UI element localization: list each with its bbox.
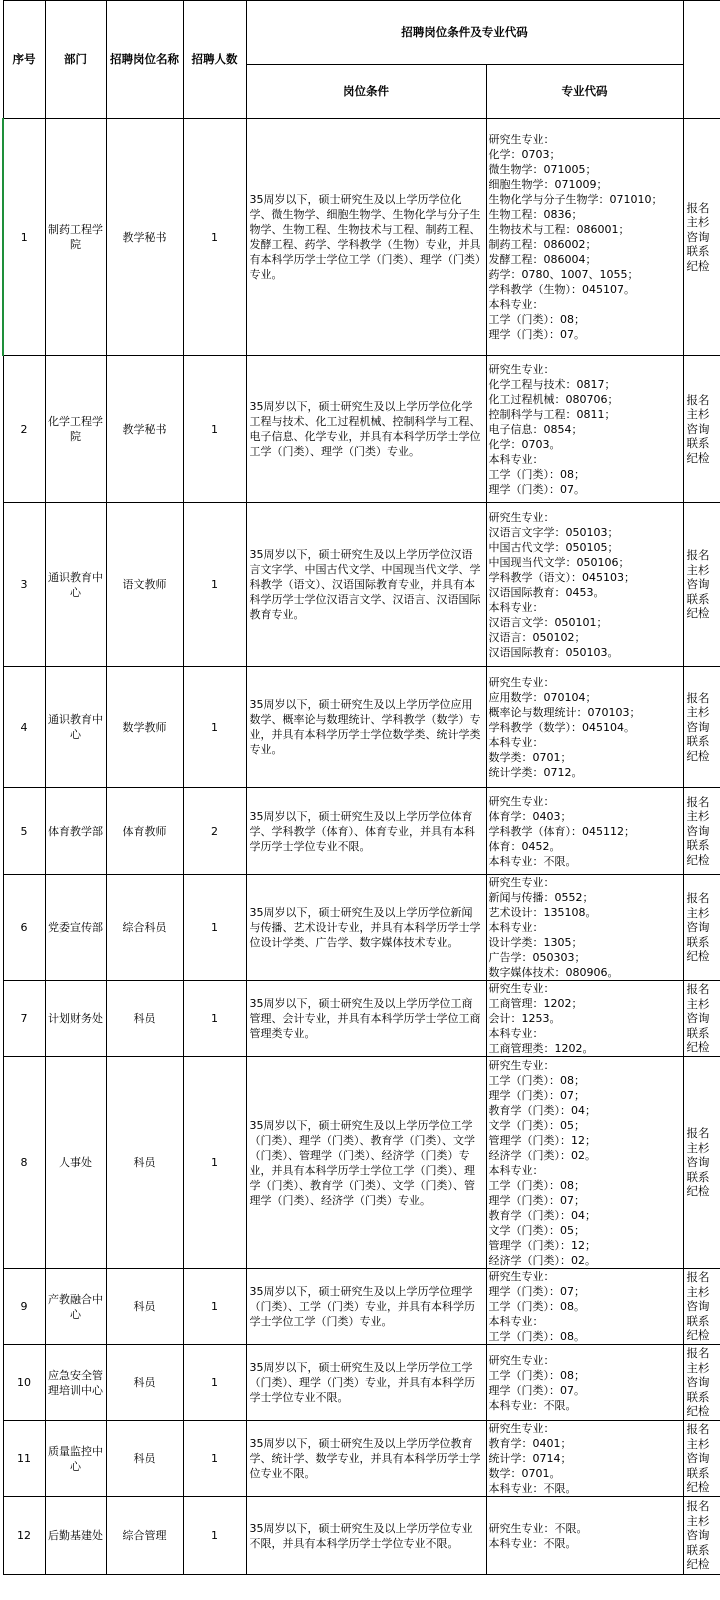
note-cell: 报名 主杉 咨询 联系 纪检 [683,1269,720,1345]
count-cell: 1 [183,1497,246,1575]
dept-cell: 应急安全管理培训中心 [45,1345,106,1421]
header-position: 招聘岗位名称 [106,1,183,119]
dept-cell: 质量监控中心 [45,1421,106,1497]
code-cell: 研究生专业： 化学工程与技术：0817； 化工过程机械：080706； 控制科学与工程：0811； 电子信息：0854； 化学：0703。 本科专业： 工学（门类）：08； 理学（门类）：07。 [486,356,683,503]
dept-cell: 计划财务处 [45,981,106,1057]
position-cell: 体育教师 [106,788,183,875]
table-row [3,503,720,667]
table-row [3,356,720,503]
code-cell: 研究生专业： 汉语言文字学：050103； 中国古代文学：050105； 中国现当代文学：050106； 学科教学（语文）：045103； 汉语国际教育：0453。 本科专业： 汉语言文学：050101； 汉语言：050102； 汉语国际教育：050103。 [486,503,683,667]
header-group: 招聘岗位条件及专业代码 [246,1,683,65]
table-row [3,1269,720,1345]
note-cell: 报名 主杉 咨询 联系 纪检 [683,981,720,1057]
table-row [3,1057,720,1269]
count-cell: 1 [183,875,246,981]
note-cell: 报名 主杉 咨询 联系 纪检 [683,1421,720,1497]
dept-cell: 通识教育中心 [45,503,106,667]
code-cell: 研究生专业： 工学（门类）：08； 理学（门类）：07； 教育学（门类）：04； 文学（门类）：05； 管理学（门类）：12； 经济学（门类）：02。 本科专业： 工学（门类）：08； 理学（门类）：07； 教育学（门类）：04； 文学（门类）：05； 管理学（门类）：12； 经济学（门类）：02。 [486,1057,683,1269]
dept-cell: 后勤基建处 [45,1497,106,1575]
header-row-1 [3,1,720,65]
code-cell: 研究生专业：不限。 本科专业：不限。 [486,1497,683,1575]
seq-cell: 1 [3,119,45,356]
header-note [683,1,720,119]
seq-cell: 3 [3,503,45,667]
dept-cell: 人事处 [45,1057,106,1269]
table-row [3,1421,720,1497]
seq-cell: 10 [3,1345,45,1421]
position-cell: 教学秘书 [106,119,183,356]
dept-cell: 化学工程学院 [45,356,106,503]
code-cell: 研究生专业： 新闻与传播：0552； 艺术设计：135108。 本科专业： 设计学类：1305； 广告学：050303； 数字媒体技术：080906。 [486,875,683,981]
position-cell: 数学教师 [106,667,183,788]
count-cell: 1 [183,119,246,356]
table-row [3,667,720,788]
position-cell: 科员 [106,1421,183,1497]
header-code: 专业代码 [486,65,683,119]
position-cell: 综合管理 [106,1497,183,1575]
note-cell: 报名 主杉 咨询 联系 纪检 [683,503,720,667]
seq-cell: 7 [3,981,45,1057]
position-cell: 科员 [106,981,183,1057]
condition-cell: 35周岁以下，硕士研究生及以上学历学位工商管理、会计专业，并具有本科学历学士学位工商管理类专业。 [246,981,486,1057]
note-cell: 报名 主杉 咨询 联系 纪检 [683,667,720,788]
dept-cell: 体育教学部 [45,788,106,875]
position-cell: 科员 [106,1345,183,1421]
count-cell: 1 [183,1421,246,1497]
condition-cell: 35周岁以下，硕士研究生及以上学历学位应用数学、概率论与数理统计、学科教学（数学）专业，并具有本科学历学士学位数学类、统计学类专业。 [246,667,486,788]
header-count: 招聘人数 [183,1,246,119]
position-cell: 语文教师 [106,503,183,667]
seq-cell: 5 [3,788,45,875]
seq-cell: 2 [3,356,45,503]
header-condition: 岗位条件 [246,65,486,119]
seq-cell: 12 [3,1497,45,1575]
condition-cell: 35周岁以下，硕士研究生及以上学历学位教育学、统计学、数学专业，并具有本科学历学士学位专业不限。 [246,1421,486,1497]
condition-cell: 35周岁以下，硕士研究生及以上学历学位化学工程与技术、化工过程机械、控制科学与工程、电子信息、化学专业，并具有本科学历学士学位工学（门类）、理学（门类）专业。 [246,356,486,503]
recruitment-table [2,0,720,1575]
seq-cell: 4 [3,667,45,788]
table-row [3,119,720,356]
table-row [3,875,720,981]
table-row [3,1345,720,1421]
condition-cell: 35周岁以下，硕士研究生及以上学历学位化学、微生物学、细胞生物学、生物化学与分子生物学、生物工程、生物技术与工程、制药工程、发酵工程、药学、学科教学（生物）专业，并具有本科学历学士学位工学（门类）、理学（门类）专业。 [246,119,486,356]
count-cell: 1 [183,981,246,1057]
note-cell: 报名 主杉 咨询 联系 纪检 [683,875,720,981]
condition-cell: 35周岁以下，硕士研究生及以上学历学位汉语言文字学、中国古代文学、中国现当代文学、学科教学（语文）、汉语国际教育专业，并具有本科学历学士学位汉语言文学、汉语言、汉语国际教育专业。 [246,503,486,667]
condition-cell: 35周岁以下，硕士研究生及以上学历学位理学（门类）、工学（门类）专业，并具有本科学历学士学位工学（门类）专业。 [246,1269,486,1345]
count-cell: 1 [183,356,246,503]
count-cell: 1 [183,1269,246,1345]
note-cell: 报名 主杉 咨询 联系 纪检 [683,1345,720,1421]
seq-cell: 11 [3,1421,45,1497]
count-cell: 1 [183,1057,246,1269]
code-cell: 研究生专业： 工商管理：1202； 会计：1253。 本科专业： 工商管理类：1202。 [486,981,683,1057]
condition-cell: 35周岁以下，硕士研究生及以上学历学位工学（门类）、理学（门类）、教育学（门类）、文学（门类）、管理学（门类）、经济学（门类）专业，并具有本科学历学士学位工学（门类）、理学（门类）、教育学（门类）、文学（门类）、管理学（门类）、经济学（门类）专业。 [246,1057,486,1269]
header-dept: 部门 [45,1,106,119]
dept-cell: 制药工程学院 [45,119,106,356]
note-cell: 报名 主杉 咨询 联系 纪检 [683,356,720,503]
count-cell: 1 [183,667,246,788]
code-cell: 研究生专业： 教育学：0401； 统计学：0714； 数学：0701。 本科专业：不限。 [486,1421,683,1497]
note-cell: 报名 主杉 咨询 联系 纪检 [683,1497,720,1575]
code-cell: 研究生专业： 化学：0703； 微生物学：071005； 细胞生物学：071009； 生物化学与分子生物学：071010； 生物工程：0836； 生物技术与工程：086001； 制药工程：086002； 发酵工程：086004； 药学：0780、1007、1055； 学科教学（生物）：045107。 本科专业： 工学（门类）：08； 理学（门类）：07。 [486,119,683,356]
condition-cell: 35周岁以下，硕士研究生及以上学历学位体育学、学科教学（体育）、体育专业，并具有本科学历学士学位专业不限。 [246,788,486,875]
note-cell: 报名 主杉 咨询 联系 纪检 [683,1057,720,1269]
seq-cell: 9 [3,1269,45,1345]
condition-cell: 35周岁以下，硕士研究生及以上学历学位新闻与传播、艺术设计专业，并具有本科学历学士学位设计学类、广告学、数字媒体技术专业。 [246,875,486,981]
condition-cell: 35周岁以下，硕士研究生及以上学历学位工学（门类）、理学（门类）专业，并具有本科学历学士学位专业不限。 [246,1345,486,1421]
dept-cell: 党委宣传部 [45,875,106,981]
code-cell: 研究生专业： 应用数学：070104； 概率论与数理统计：070103； 学科教学（数学）：045104。 本科专业： 数学类：0701； 统计学类：0712。 [486,667,683,788]
position-cell: 科员 [106,1057,183,1269]
note-cell: 报名 主杉 咨询 联系 纪检 [683,119,720,356]
code-cell: 研究生专业： 理学（门类）：07； 工学（门类）：08。 本科专业： 工学（门类）：08。 [486,1269,683,1345]
code-cell: 研究生专业： 工学（门类）：08； 理学（门类）：07。 本科专业：不限。 [486,1345,683,1421]
dept-cell: 产教融合中心 [45,1269,106,1345]
position-cell: 综合科员 [106,875,183,981]
table-row [3,981,720,1057]
seq-cell: 6 [3,875,45,981]
position-cell: 教学秘书 [106,356,183,503]
note-cell: 报名 主杉 咨询 联系 纪检 [683,788,720,875]
table-row [3,1497,720,1575]
count-cell: 1 [183,503,246,667]
seq-cell: 8 [3,1057,45,1269]
code-cell: 研究生专业： 体育学：0403； 学科教学（体育）：045112； 体育：0452。 本科专业：不限。 [486,788,683,875]
condition-cell: 35周岁以下，硕士研究生及以上学历学位专业不限，并具有本科学历学士学位专业不限。 [246,1497,486,1575]
count-cell: 1 [183,1345,246,1421]
header-seq: 序号 [3,1,45,119]
count-cell: 2 [183,788,246,875]
dept-cell: 通识教育中心 [45,667,106,788]
position-cell: 科员 [106,1269,183,1345]
table-row [3,788,720,875]
